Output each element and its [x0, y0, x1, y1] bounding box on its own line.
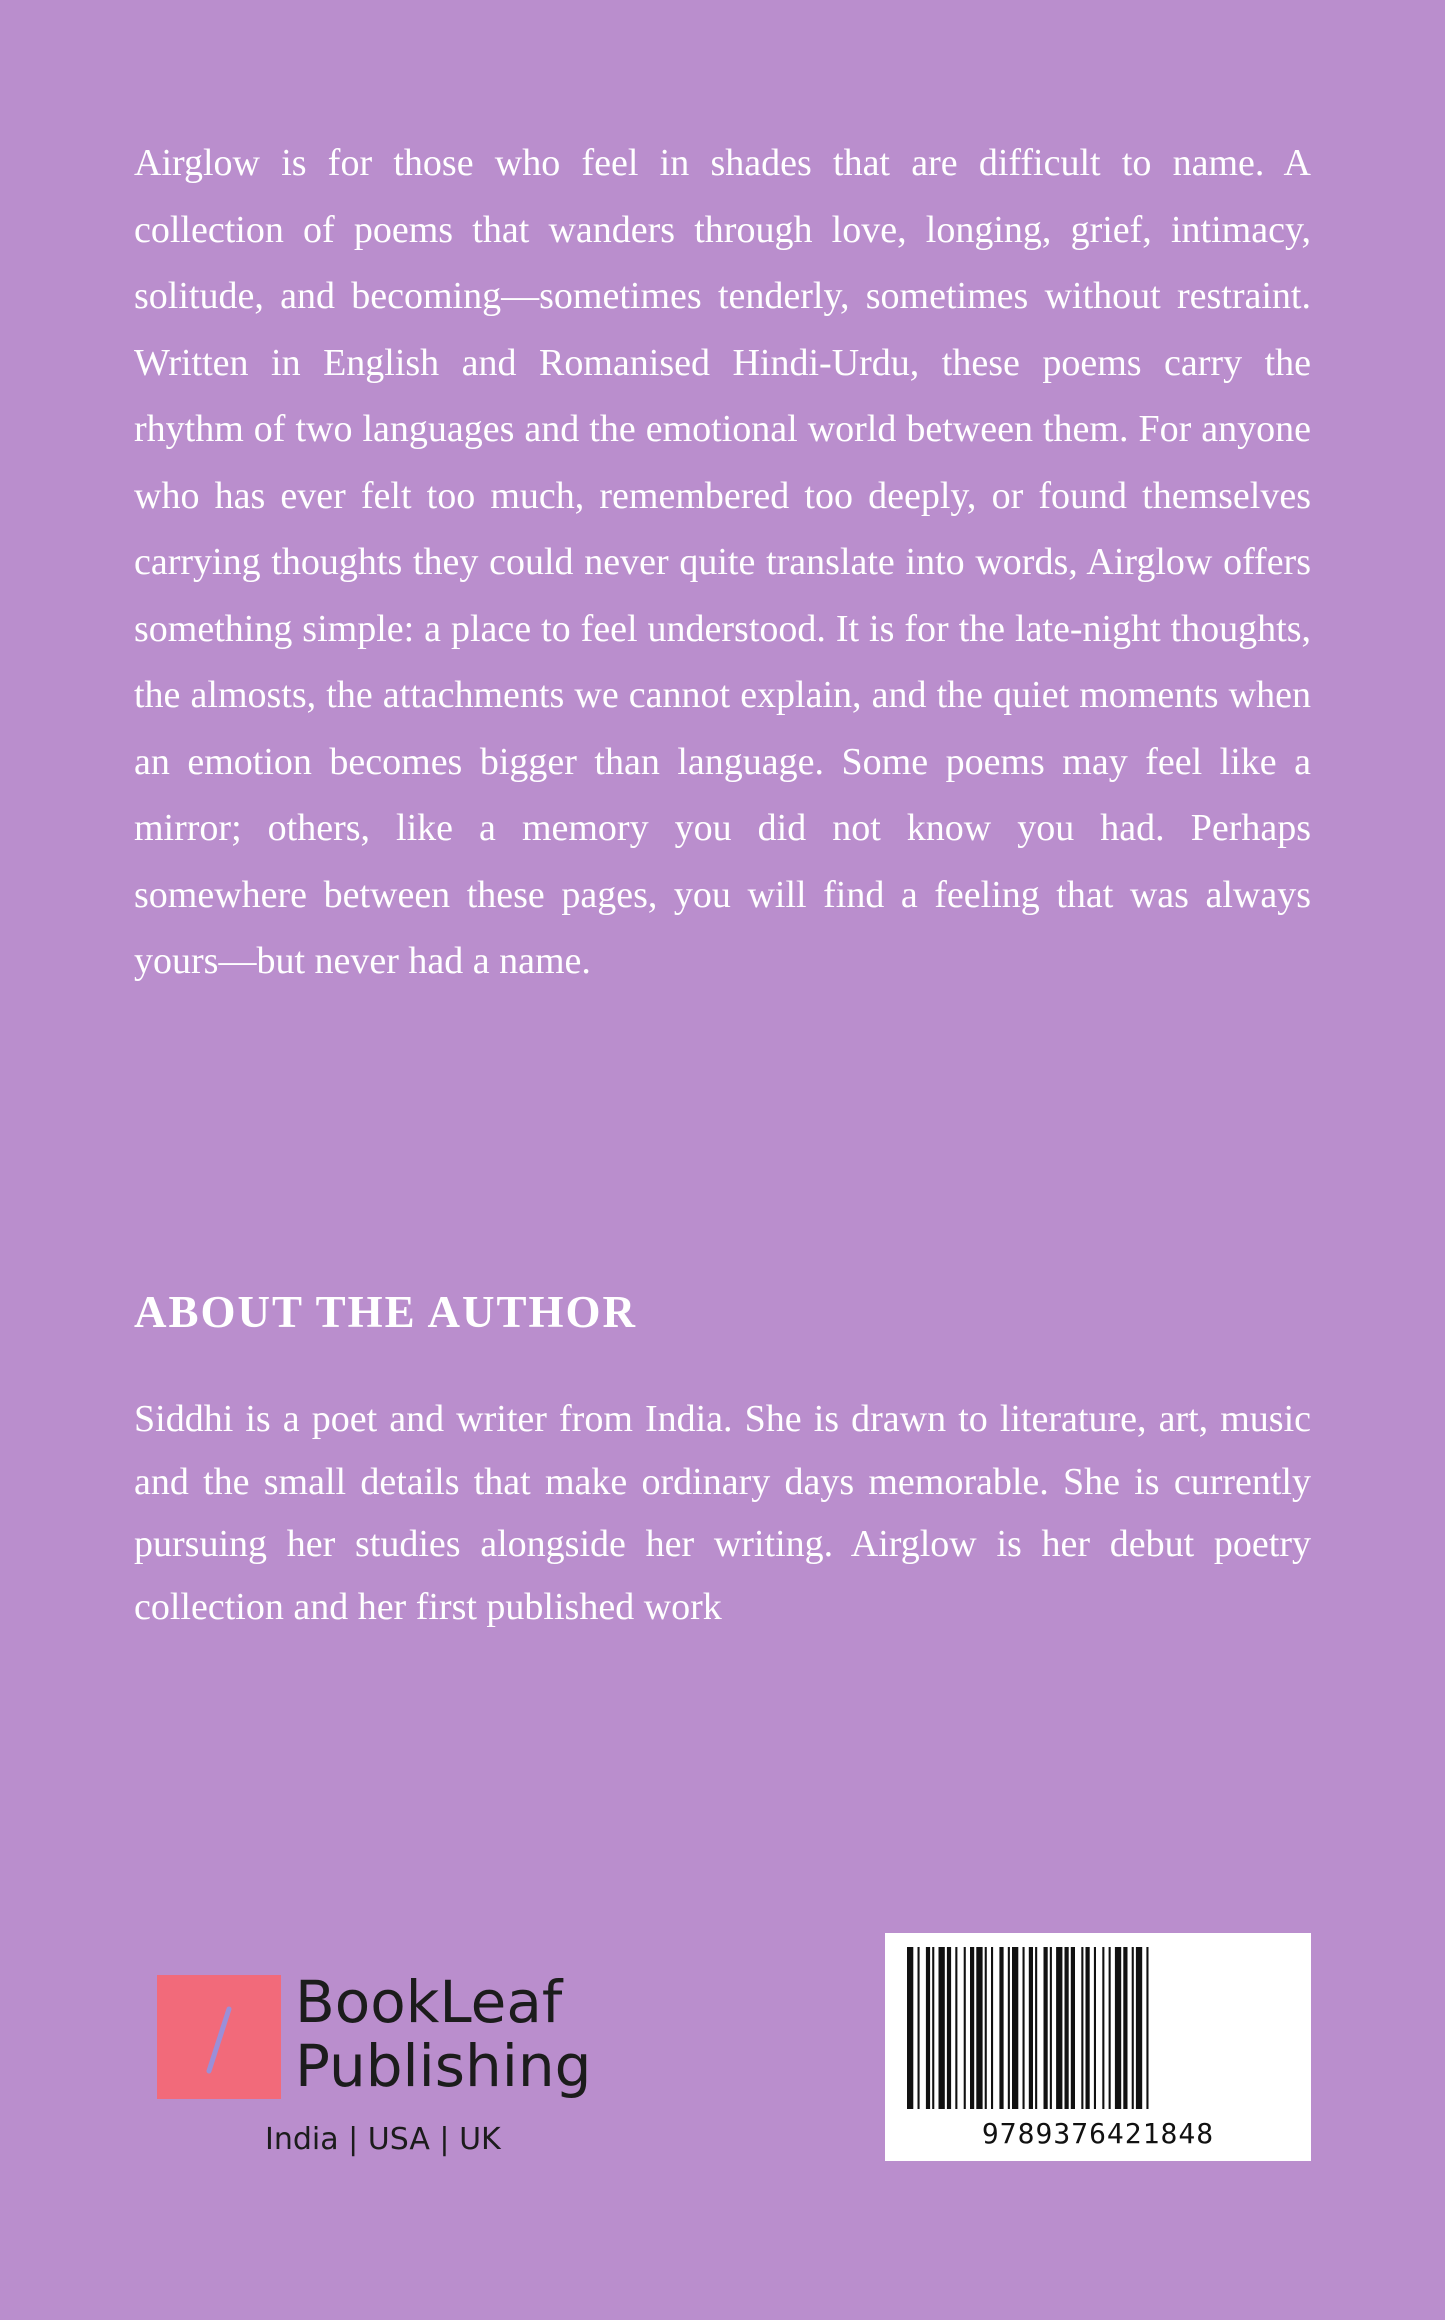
- barcode-bar: [1123, 1947, 1127, 2109]
- barcode-bar: [955, 1947, 957, 2109]
- barcode-bar: [1081, 1947, 1083, 2109]
- barcode-bar: [970, 1947, 974, 2109]
- barcode-bar: [1056, 1947, 1062, 2109]
- slash-leaf-icon: [157, 1975, 281, 2099]
- barcode-bars: [901, 1947, 1295, 2109]
- barcode-bar: [976, 1947, 982, 2109]
- barcode-bar: [1071, 1947, 1075, 2109]
- isbn-number: 9789376421848: [981, 2117, 1215, 2150]
- barcode-bar: [1012, 1947, 1018, 2109]
- barcode-bar: [918, 1947, 920, 2109]
- barcode-bar: [1094, 1947, 1096, 2109]
- about-author-heading: ABOUT THE AUTHOR: [134, 1287, 637, 1337]
- barcode-bar: [1109, 1947, 1111, 2109]
- barcode-bar: [926, 1947, 930, 2109]
- barcode-bar: [1050, 1947, 1052, 2109]
- barcode-bar: [985, 1947, 987, 2109]
- barcode-bar: [1065, 1947, 1069, 2109]
- barcode-bar: [1044, 1947, 1048, 2109]
- barcode-bar: [1008, 1947, 1010, 2109]
- barcode-bar: [939, 1947, 945, 2109]
- publisher-name-line2: Publishing: [295, 2032, 592, 2100]
- back-cover-blurb: Airglow is for those who feel in shades that are difficult to name. A collection of poems that wanders through love, longing, grief, intimacy, solitude, and becoming—sometimes tenderly, sometimes without restraint. Written in English and Romanised Hindi-Urdu, these poems carry the rhythm of two languages and the emotional world between them. For anyone who has ever felt too much, remembered too deeply, or found themselves carrying thoughts they could never quite translate into words, Airglow offers something simple: a place to feel understood. It is for the late-night thoughts, the almosts, the attachments we cannot explain, and the quiet moments when an emotion becomes bigger than language. Some poems may feel like a mirror; others, like a memory you did not know you had. Perhaps somewhere between these pages, you will find a feeling that was always yours—but never had a name.: [134, 142, 1311, 982]
- barcode-bar: [907, 1947, 913, 2109]
- barcode-bar: [1136, 1947, 1142, 2109]
- barcode-bar: [1115, 1947, 1121, 2109]
- publisher-name-line1: BookLeaf: [295, 1968, 563, 2036]
- barcode-bar: [1086, 1947, 1090, 2109]
- barcode-bar: [999, 1947, 1003, 2109]
- barcode-bar: [1102, 1947, 1104, 2109]
- barcode-bar: [991, 1947, 993, 2109]
- isbn-barcode: [885, 1933, 1311, 2161]
- barcode-bar: [947, 1947, 951, 2109]
- barcode-bar: [1029, 1947, 1033, 2109]
- barcode-bar: [932, 1947, 934, 2109]
- barcode-bar: [1035, 1947, 1037, 2109]
- about-author-text: Siddhi is a poet and writer from India. She is drawn to literature, art, music and the small details that make ordinary days memorable. She is currently pursuing her studies alongside her writing. Airglow is her debut poetry collection and her first published work: [134, 1398, 1311, 1628]
- barcode-bar: [964, 1947, 966, 2109]
- barcode-bar: [1023, 1947, 1025, 2109]
- publisher-name: [295, 1970, 591, 2098]
- publisher-regions: India | USA | UK: [265, 2122, 501, 2157]
- barcode-bar: [1132, 1947, 1134, 2109]
- publisher-logo: [157, 1970, 617, 2170]
- barcode-bar: [1146, 1947, 1148, 2109]
